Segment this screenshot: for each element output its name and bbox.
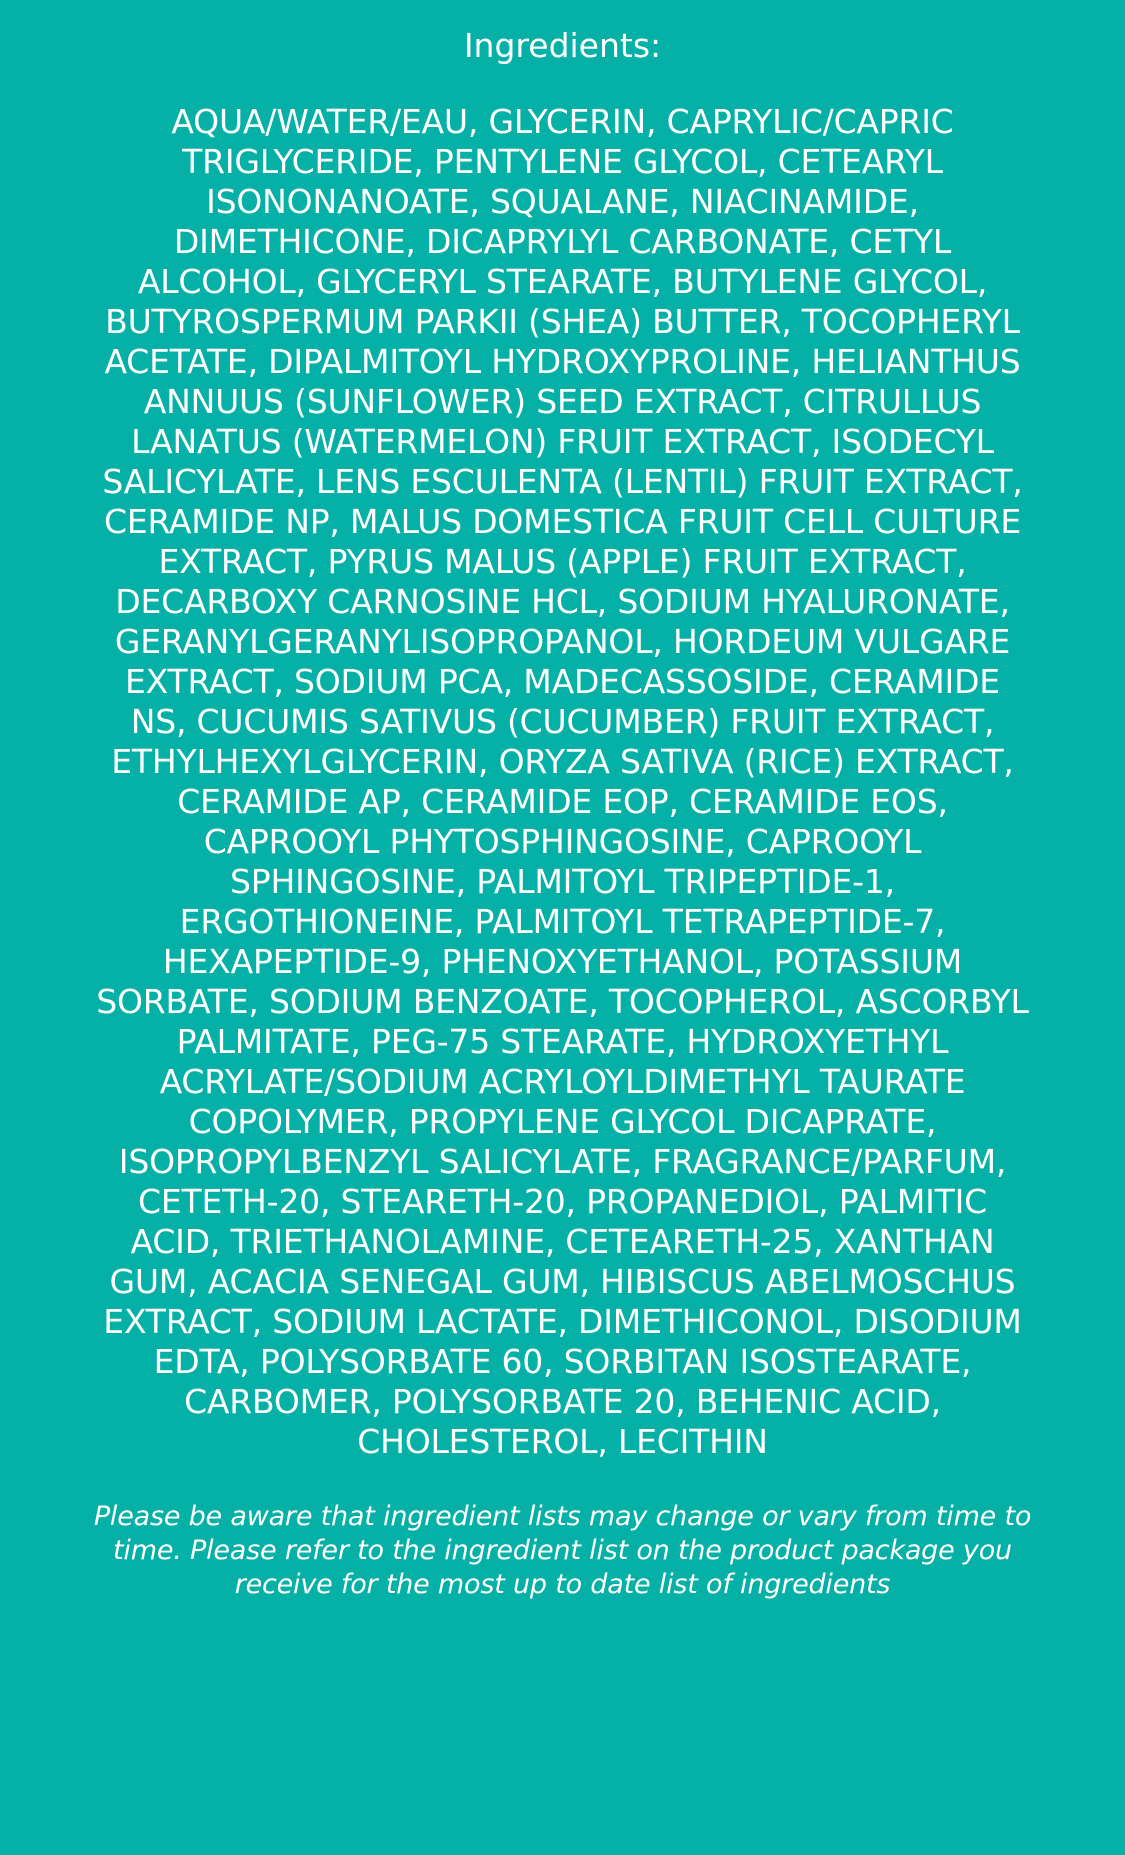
ingredients-heading: Ingredients: — [463, 26, 662, 65]
ingredients-disclaimer: Please be aware that ingredient lists may change or vary from time to time. Please refer to the ingredient list on the product package you receive for the most up to date list of ingredients — [93, 1501, 1032, 1600]
ingredients-list: AQUA/WATER/EAU, GLYCERIN, CAPRYLIC/CAPRIC TRIGLYCERIDE, PENTYLENE GLYCOL, CETEARYL ISONONANOATE, SQUALANE, NIACINAMIDE, DIMETHICONE, DICAPRYLYL CARBONATE, CETYL ALCOHOL, GLYCERYL STEARATE, BUTYLENE GLYCOL, BUTYROSPERMUM PARKII (SHEA) BUTTER, TOCOPHERYL ACETATE, DIPALMITOYL HYDROXYPROLINE, HELIANTHUS ANNUUS (SUNFLOWER) SEED EXTRACT, CITRULLUS LANATUS (WATERMELON) FRUIT EXTRACT, ISODECYL SALICYLATE, LENS ESCULENTA (LENTIL) FRUIT EXTRACT, CERAMIDE NP, MALUS DOMESTICA FRUIT CELL CULTURE EXTRACT, PYRUS MALUS (APPLE) FRUIT EXTRACT, DECARBOXY CARNOSINE HCL, SODIUM HYALURONATE, GERANYLGERANYLISOPROPANOL, HORDEUM VULGARE EXTRACT, SODIUM PCA, MADECASSOSIDE, CERAMIDE NS, CUCUMIS SATIVUS (CUCUMBER) FRUIT EXTRACT, ETHYLHEXYLGLYCERIN, ORYZA SATIVA (RICE) EXTRACT, CERAMIDE AP, CERAMIDE EOP, CERAMIDE EOS, CAPROOYL PHYTOSPHINGOSINE, CAPROOYL SPHINGOSINE, PALMITOYL TRIPEPTIDE-1, ERGOTHIONEINE, PALMITOYL TETRAPEPTIDE-7, HEXAPEPTIDE-9, PHENOXYETHANOL, POTASSIUM SORBATE, SODIUM BENZOATE, TOCOPHEROL, ASCORBYL PALMITATE, PEG-75 STEARATE, HYDROXYETHYL ACRYLATE/SODIUM ACRYLOYLDIMETHYL TAURATE COPOLYMER, PROPYLENE GLYCOL DICAPRATE, ISOPROPYLBENZYL SALICYLATE, FRAGRANCE/PARFUM, CETETH-20, STEARETH-20, PROPANEDIOL, PALMITIC ACID, TRIETHANOLAMINE, CETEARETH-25, XANTHAN GUM, ACACIA SENEGAL GUM, HIBISCUS ABELMOSCHUS EXTRACT, SODIUM LACTATE, DIMETHICONOL, DISODIUM EDTA, POLYSORBATE 60, SORBITAN ISOSTEARATE, CARBOMER, POLYSORBATE 20, BEHENIC ACID, CHOLESTEROL, LECITHIN — [96, 102, 1029, 1461]
